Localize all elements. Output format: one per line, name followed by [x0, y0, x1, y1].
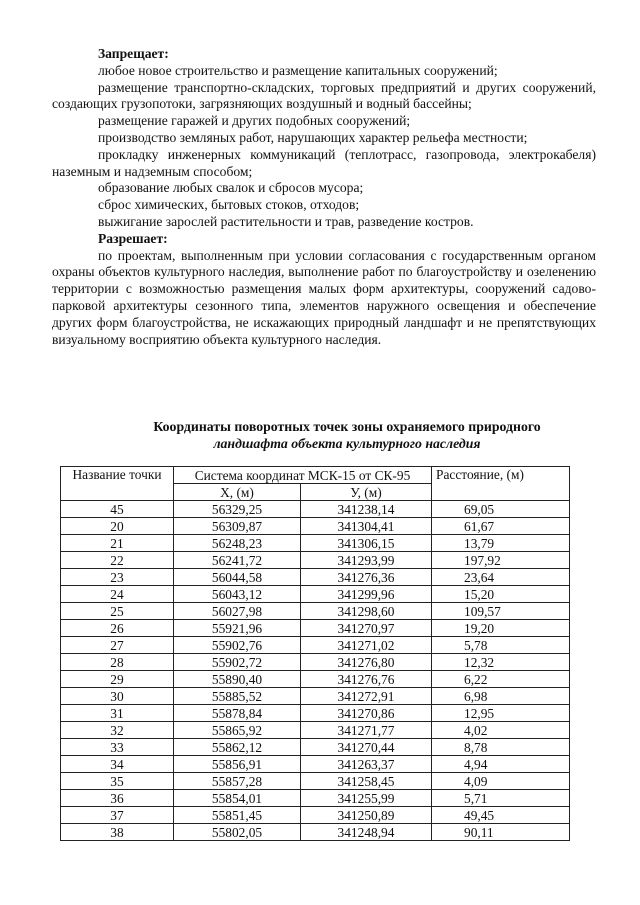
prohibits-heading: Запрещает: — [98, 46, 169, 61]
prohibit-item: выжигание зарослей растительности и трав, разведение костров. — [98, 213, 474, 229]
cell-x: 55857,28 — [174, 773, 301, 790]
header-coordinate-system: Система координат МСК-15 от СК-95 — [174, 467, 432, 484]
cell-x: 55862,12 — [174, 739, 301, 756]
header-x: X, (м) — [174, 484, 301, 501]
prohibit-item: прокладку инженерных коммуникаций (теплотрасс, газопровода, электрокабеля) наземным и надземным способом; — [52, 146, 596, 179]
table-row — [61, 501, 570, 518]
table-header-row — [61, 467, 570, 484]
cell-y: 341272,91 — [301, 688, 432, 705]
cell-point: 30 — [61, 688, 174, 705]
cell-point: 33 — [61, 739, 174, 756]
prohibit-item: образование любых свалок и сбросов мусора; — [98, 180, 364, 196]
table-row — [61, 739, 570, 756]
header-distance: Расстояние, (м) — [432, 467, 570, 501]
cell-point: 25 — [61, 603, 174, 620]
cell-point: 45 — [61, 501, 174, 518]
cell-point: 32 — [61, 722, 174, 739]
table-title-line2: ландшафта объекта культурного наследия — [213, 436, 481, 451]
table-row — [61, 569, 570, 586]
cell-distance: 90,11 — [432, 824, 570, 841]
cell-distance: 19,20 — [432, 620, 570, 637]
table-row — [61, 688, 570, 705]
table-row — [61, 637, 570, 654]
cell-y: 341270,97 — [301, 620, 432, 637]
cell-y: 341306,15 — [301, 535, 432, 552]
cell-distance: 23,64 — [432, 569, 570, 586]
cell-x: 55902,72 — [174, 654, 301, 671]
cell-y: 341270,86 — [301, 705, 432, 722]
cell-x: 56043,12 — [174, 586, 301, 603]
cell-x: 55902,76 — [174, 637, 301, 654]
prohibit-item: размещение транспортно-складских, торговых предприятий и других сооружений, создающих грузопотоки, загрязняющих воздушный и водный бассейны; — [52, 79, 596, 112]
cell-x: 56241,72 — [174, 552, 301, 569]
cell-distance: 8,78 — [432, 739, 570, 756]
cell-y: 341271,02 — [301, 637, 432, 654]
table-title-line1: Координаты поворотных точек зоны охраняемого природного — [153, 419, 541, 434]
table-title — [98, 418, 596, 452]
cell-point: 28 — [61, 654, 174, 671]
cell-distance: 109,57 — [432, 603, 570, 620]
table-row — [61, 654, 570, 671]
cell-x: 55878,84 — [174, 705, 301, 722]
cell-point: 26 — [61, 620, 174, 637]
table-row — [61, 824, 570, 841]
cell-distance: 15,20 — [432, 586, 570, 603]
cell-distance: 4,02 — [432, 722, 570, 739]
cell-distance: 12,32 — [432, 654, 570, 671]
prohibit-item: размещение гаражей и других подобных сооружений; — [98, 113, 411, 129]
table-row — [61, 705, 570, 722]
cell-x: 55921,96 — [174, 620, 301, 637]
cell-distance: 69,05 — [432, 501, 570, 518]
cell-distance: 6,98 — [432, 688, 570, 705]
cell-point: 27 — [61, 637, 174, 654]
cell-y: 341293,99 — [301, 552, 432, 569]
cell-x: 56027,98 — [174, 603, 301, 620]
cell-point: 35 — [61, 773, 174, 790]
cell-x: 56248,23 — [174, 535, 301, 552]
table-row — [61, 773, 570, 790]
cell-x: 55856,91 — [174, 756, 301, 773]
coordinates-table — [60, 466, 570, 841]
cell-point: 38 — [61, 824, 174, 841]
cell-y: 341250,89 — [301, 807, 432, 824]
cell-point: 21 — [61, 535, 174, 552]
table-row — [61, 620, 570, 637]
cell-point: 29 — [61, 671, 174, 688]
cell-distance: 12,95 — [432, 705, 570, 722]
prohibit-item: производство земляных работ, нарушающих характер рельефа местности; — [98, 129, 528, 145]
cell-distance: 5,78 — [432, 637, 570, 654]
table-row — [61, 790, 570, 807]
cell-distance: 13,79 — [432, 535, 570, 552]
table-row — [61, 586, 570, 603]
cell-point: 34 — [61, 756, 174, 773]
cell-point: 23 — [61, 569, 174, 586]
cell-point: 22 — [61, 552, 174, 569]
cell-distance: 4,94 — [432, 756, 570, 773]
cell-point: 24 — [61, 586, 174, 603]
prohibit-item: любое новое строительство и размещение капитальных сооружений; — [98, 62, 498, 78]
cell-x: 55885,52 — [174, 688, 301, 705]
cell-x: 55851,45 — [174, 807, 301, 824]
cell-point: 36 — [61, 790, 174, 807]
cell-y: 341276,36 — [301, 569, 432, 586]
cell-y: 341271,77 — [301, 722, 432, 739]
cell-y: 341255,99 — [301, 790, 432, 807]
cell-y: 341276,80 — [301, 654, 432, 671]
permits-heading: Разрешает: — [98, 230, 168, 246]
cell-x: 55802,05 — [174, 824, 301, 841]
cell-distance: 5,71 — [432, 790, 570, 807]
table-row — [61, 552, 570, 569]
regime-text — [52, 46, 596, 348]
cell-distance: 6,22 — [432, 671, 570, 688]
cell-distance: 4,09 — [432, 773, 570, 790]
cell-x: 55890,40 — [174, 671, 301, 688]
cell-y: 341276,76 — [301, 671, 432, 688]
cell-y: 341304,41 — [301, 518, 432, 535]
cell-y: 341248,94 — [301, 824, 432, 841]
cell-distance: 197,92 — [432, 552, 570, 569]
cell-y: 341263,37 — [301, 756, 432, 773]
cell-y: 341270,44 — [301, 739, 432, 756]
cell-x: 56329,25 — [174, 501, 301, 518]
table-row — [61, 722, 570, 739]
table-row — [61, 535, 570, 552]
prohibit-item: сброс химических, бытовых стоков, отходов; — [98, 197, 360, 213]
header-point-name: Название точки — [61, 467, 174, 501]
cell-point: 37 — [61, 807, 174, 824]
cell-point: 20 — [61, 518, 174, 535]
cell-x: 56309,87 — [174, 518, 301, 535]
header-y: У, (м) — [301, 484, 432, 501]
cell-x: 55854,01 — [174, 790, 301, 807]
cell-point: 31 — [61, 705, 174, 722]
cell-y: 341298,60 — [301, 603, 432, 620]
table-row — [61, 756, 570, 773]
cell-y: 341299,96 — [301, 586, 432, 603]
table-row — [61, 807, 570, 824]
cell-y: 341258,45 — [301, 773, 432, 790]
cell-x: 55865,92 — [174, 722, 301, 739]
table-row — [61, 671, 570, 688]
cell-x: 56044,58 — [174, 569, 301, 586]
cell-distance: 49,45 — [432, 807, 570, 824]
table-row — [61, 518, 570, 535]
cell-distance: 61,67 — [432, 518, 570, 535]
permits-text: по проектам, выполненным при условии согласования с государственным органом охраны объектов культурного наследия, выполнение работ по благоустройству и озеленению территории с возможностью размещения малых форм архитектуры, сооружений садово-парковой архитектуры сезонного типа, элементов наружного освещения и обеспечение других форм благоустройства, не искажающих природный ландшафт и не препятствующих визуальному восприятию объекта культурного наследия. — [52, 247, 596, 347]
table-row — [61, 603, 570, 620]
cell-y: 341238,14 — [301, 501, 432, 518]
